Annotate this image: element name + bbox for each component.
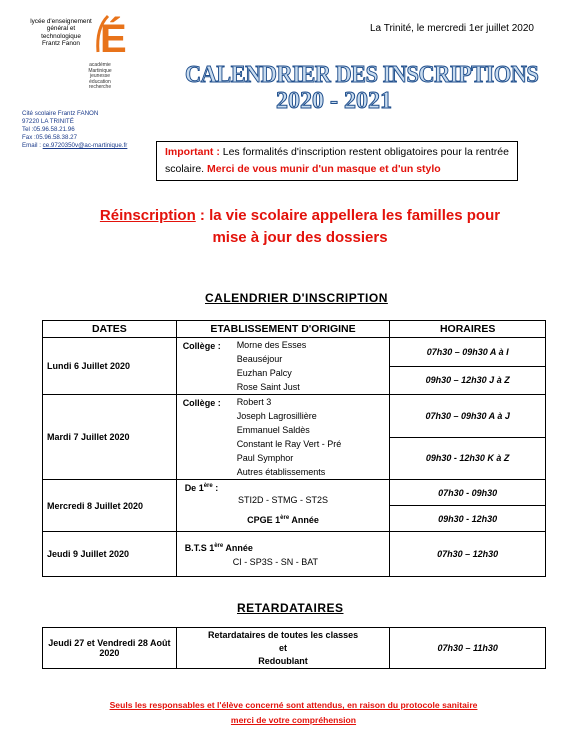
cpge-line: CPGE 1ère Année bbox=[247, 515, 319, 525]
reinscription-label: Réinscription bbox=[99, 207, 196, 224]
important-label: Important : bbox=[165, 146, 220, 158]
table-row bbox=[43, 338, 546, 367]
footer-line: Seuls les responsables et l'élève concerné sont attendus, en raison du protocole sanitaire bbox=[109, 700, 478, 710]
school-item: Rose Saint Just bbox=[236, 382, 300, 392]
logo-e-icon bbox=[94, 8, 130, 58]
row-horaire: 07h30 – 09h30 A à J bbox=[390, 395, 546, 438]
academie-block bbox=[80, 63, 120, 91]
calendar-table bbox=[42, 320, 546, 577]
row-horaire: 09h30 – 12h30 J à Z bbox=[390, 366, 546, 395]
school-name bbox=[28, 18, 94, 48]
table-row bbox=[43, 628, 546, 669]
school-name-line: général et technologique bbox=[41, 25, 81, 40]
email-label: Email : bbox=[22, 142, 41, 149]
row-date: Jeudi 9 Juillet 2020 bbox=[43, 532, 177, 577]
page-subtitle-year: 2020 - 2021 bbox=[276, 88, 392, 114]
date-line: La Trinité, le mercredi 1er juillet 2020 bbox=[370, 23, 534, 34]
school-item: Robert 3 bbox=[236, 397, 272, 407]
header-dates: DATES bbox=[43, 321, 177, 338]
academie-line: recherche bbox=[88, 84, 112, 91]
level-label: De 1ère : bbox=[184, 483, 219, 493]
academie-line: Martinique bbox=[88, 67, 112, 74]
bts-filieres: CI - SP3S - SN - BAT bbox=[232, 557, 319, 567]
contact-line: Cité scolaire Frantz FANON bbox=[22, 110, 99, 117]
important-text: Les formalités d'inscription restent obligatoires pour la rentrée scolaire. bbox=[165, 146, 509, 175]
retardataires-title: RETARDATAIRES bbox=[237, 601, 344, 615]
row-horaire: 07h30 – 09h30 A à I bbox=[390, 338, 546, 367]
page-title: CALENDRIER DES INSCRIPTIONS bbox=[185, 62, 539, 88]
filieres: STI2D - STMG - ST2S bbox=[238, 495, 329, 505]
etab-line: Retardataires de toutes les classes bbox=[208, 629, 359, 640]
row-date: Lundi 6 Juillet 2020 bbox=[43, 338, 177, 395]
row-date: Mardi 7 Juillet 2020 bbox=[43, 395, 177, 480]
reinscription-notice bbox=[60, 205, 540, 249]
svg-text:É: É bbox=[100, 17, 127, 58]
calendar-title: CALENDRIER D'INSCRIPTION bbox=[205, 291, 388, 305]
contact-fax: Fax :05.96.58.38.27 bbox=[22, 134, 78, 141]
school-name-line: Frantz Fanon bbox=[41, 40, 80, 48]
header-etablissement: ETABLISSEMENT D'ORIGINE bbox=[176, 321, 390, 338]
school-name-line: lycée d'enseignement bbox=[30, 18, 92, 25]
contact-block bbox=[22, 110, 127, 150]
contact-tel: Tel :05.96.58.21.96 bbox=[22, 126, 75, 133]
email-link[interactable]: ce.9720350v@ac-martinique.fr bbox=[42, 142, 128, 149]
important-emphasis: Merci de vous munir d'un masque et d'un stylo bbox=[204, 163, 441, 175]
table-row bbox=[43, 395, 546, 438]
important-notice bbox=[156, 141, 518, 181]
row-establishments bbox=[176, 532, 390, 577]
footer-notice bbox=[30, 698, 557, 728]
college-label: Collège : bbox=[182, 341, 221, 351]
row-establishments bbox=[176, 628, 390, 669]
row-horaire: 07h30 - 09h30 bbox=[390, 480, 546, 506]
etab-line: et bbox=[279, 642, 288, 653]
row-establishments bbox=[176, 395, 390, 480]
school-item: Joseph Lagrosillière bbox=[236, 411, 317, 421]
row-horaire: 07h30 – 12h30 bbox=[390, 532, 546, 577]
retardataires-table bbox=[42, 627, 546, 669]
table-header-row bbox=[43, 321, 546, 338]
row-date: Mercredi 8 Juillet 2020 bbox=[43, 480, 177, 532]
school-item: Constant le Ray Vert - Pré bbox=[236, 439, 342, 449]
header-horaires: HORAIRES bbox=[390, 321, 546, 338]
row-establishments bbox=[176, 480, 390, 532]
table-row bbox=[43, 480, 546, 506]
school-item: Morne des Esses bbox=[236, 340, 307, 350]
bts-label: B.T.S 1ère Année bbox=[184, 543, 253, 553]
row-horaire: 09h30 - 12h30 bbox=[390, 506, 546, 532]
row-horaire: 07h30 – 11h30 bbox=[390, 628, 546, 669]
school-item: Emmanuel Saldès bbox=[236, 425, 310, 435]
school-item: Autres établissements bbox=[236, 467, 326, 477]
table-row bbox=[43, 532, 546, 577]
contact-line: 97220 LA TRINITÉ bbox=[22, 118, 74, 125]
row-establishments bbox=[176, 338, 390, 395]
academie-line: jeunesse bbox=[89, 73, 110, 80]
row-horaire: 09h30 - 12h30 K à Z bbox=[390, 437, 546, 480]
row-date: Jeudi 27 et Vendredi 28 Août 2020 bbox=[43, 628, 177, 669]
school-item: Paul Symphor bbox=[236, 453, 294, 463]
footer-line: merci de votre compréhension bbox=[230, 715, 357, 725]
school-item: Beauséjour bbox=[236, 354, 283, 364]
reinscription-text: : la vie scolaire appellera les familles pour bbox=[195, 207, 501, 224]
college-label: Collège : bbox=[182, 398, 221, 408]
school-logo bbox=[18, 8, 127, 106]
academie-line: éducation bbox=[89, 78, 111, 85]
reinscription-text-2: mise à jour des dossiers bbox=[212, 229, 388, 246]
school-item: Euzhan Palcy bbox=[236, 368, 292, 378]
academie-line: académie bbox=[89, 62, 111, 68]
etab-line: Redoublant bbox=[258, 655, 308, 666]
